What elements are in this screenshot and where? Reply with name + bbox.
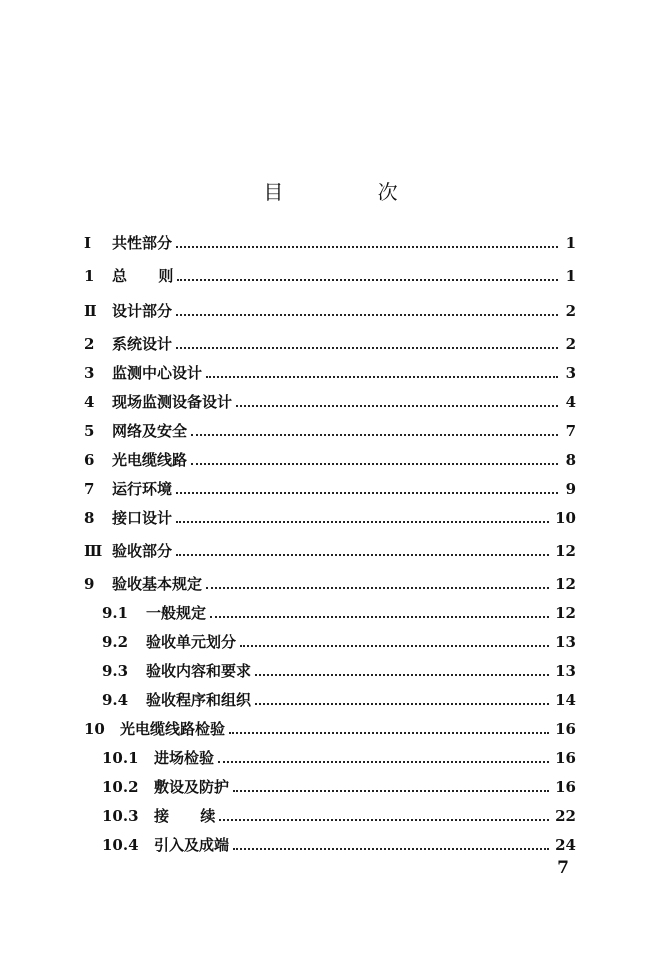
toc-entry-number: 6 — [84, 451, 95, 469]
toc-entry-page: 2 — [565, 335, 576, 353]
toc-title: 目 次 — [263, 180, 442, 204]
toc-entry-page: 22 — [555, 807, 576, 825]
toc-entry[interactable] — [84, 358, 576, 382]
toc-entry-text: 一般规定 — [146, 604, 207, 622]
toc-entry[interactable] — [84, 445, 576, 469]
toc-leader-dots — [206, 587, 549, 589]
toc-entry-page: 13 — [555, 633, 576, 651]
toc-leader-dots — [219, 819, 549, 821]
toc-entry-text: 设计部分 — [112, 302, 173, 320]
toc-entry[interactable] — [102, 598, 576, 622]
toc-entry-number: 5 — [84, 422, 95, 440]
toc-entry-text: 敷设及防护 — [154, 778, 230, 796]
toc-entry[interactable] — [84, 228, 576, 252]
toc-leader-dots — [176, 554, 549, 556]
toc-entry-number: 10.1 — [102, 749, 139, 767]
toc-entry-page: 13 — [555, 662, 576, 680]
toc-entry-page: 16 — [555, 720, 576, 738]
toc-entry-number: 1 — [84, 267, 95, 285]
toc-leader-dots — [176, 314, 558, 316]
toc-entry[interactable] — [84, 416, 576, 440]
toc-entry-number: 3 — [84, 364, 95, 382]
toc-entry-number: 9.4 — [102, 691, 129, 709]
toc-entry-page: 7 — [565, 422, 576, 440]
toc-entry[interactable] — [84, 536, 576, 560]
toc-entry[interactable] — [102, 830, 576, 854]
toc-entry[interactable] — [84, 474, 576, 498]
toc-leader-dots — [233, 790, 549, 792]
toc-entry-page: 12 — [555, 542, 576, 560]
toc-entry-text: 验收内容和要求 — [146, 662, 252, 680]
toc-entry-number: 9.3 — [102, 662, 129, 680]
toc-entry-number: 10 — [84, 720, 105, 738]
toc-entry-number: 9.2 — [102, 633, 129, 651]
toc-entry-number: 9 — [84, 575, 95, 593]
toc-entry[interactable] — [84, 296, 576, 320]
toc-entry-text: 验收部分 — [112, 542, 173, 560]
toc-entry[interactable] — [84, 261, 576, 285]
toc-entry-number: 10.3 — [102, 807, 139, 825]
toc-entry-page: 1 — [565, 234, 576, 252]
toc-leader-dots — [176, 347, 558, 349]
toc-entry-text: 验收单元划分 — [146, 633, 237, 651]
toc-entry-text: 验收程序和组织 — [146, 691, 252, 709]
toc-entry[interactable] — [84, 503, 576, 527]
toc-entry-page: 12 — [555, 575, 576, 593]
toc-entry-number: 10.2 — [102, 778, 139, 796]
toc-leader-dots — [229, 732, 549, 734]
toc-entry-text: 验收基本规定 — [112, 575, 203, 593]
toc-leader-dots — [206, 376, 558, 378]
toc-leader-dots — [240, 645, 549, 647]
toc-entry-number: 8 — [84, 509, 95, 527]
toc-entry-page: 24 — [555, 836, 576, 854]
toc-entry-page: 4 — [565, 393, 576, 411]
toc-leader-dots — [176, 246, 558, 248]
toc-entry[interactable] — [102, 656, 576, 680]
toc-leader-dots — [177, 279, 558, 281]
toc-entry-page: 12 — [555, 604, 576, 622]
toc-leader-dots — [191, 434, 558, 436]
toc-entry-number: 4 — [84, 393, 95, 411]
toc-entry[interactable] — [102, 801, 576, 825]
toc-entry-number: 10.4 — [102, 836, 139, 854]
toc-entry-text: 运行环境 — [112, 480, 173, 498]
toc-entry-page: 14 — [555, 691, 576, 709]
toc-entry-text: 进场检验 — [154, 749, 215, 767]
toc-entry[interactable] — [102, 772, 576, 796]
toc-entry-page: 3 — [565, 364, 576, 382]
toc-entry-text: 引入及成端 — [154, 836, 230, 854]
toc-entry[interactable] — [102, 743, 576, 767]
toc-entry-page: 8 — [565, 451, 576, 469]
toc-leader-dots — [210, 616, 549, 618]
toc-entry-text: 接口设计 — [112, 509, 173, 527]
toc-entry-text: 监测中心设计 — [112, 364, 203, 382]
toc-entry[interactable] — [84, 714, 576, 738]
toc-entry-page: 1 — [565, 267, 576, 285]
toc-entry-page: 16 — [555, 778, 576, 796]
toc-entry[interactable] — [84, 329, 576, 353]
toc-entry-text: 现场监测设备设计 — [112, 393, 233, 411]
toc-leader-dots — [255, 703, 549, 705]
toc-entry-text: 共性部分 — [112, 234, 173, 252]
toc-entry-page: 10 — [555, 509, 576, 527]
toc-leader-dots — [176, 492, 558, 494]
toc-entry[interactable] — [102, 627, 576, 651]
toc-entry-text: 接 续 — [154, 807, 216, 825]
toc-entry-text: 光电缆线路 — [112, 451, 188, 469]
toc-leader-dots — [233, 848, 549, 850]
toc-leader-dots — [191, 463, 558, 465]
toc-leader-dots — [236, 405, 558, 407]
toc-leader-dots — [218, 761, 549, 763]
toc-entry[interactable] — [102, 685, 576, 709]
toc-leader-dots — [176, 521, 549, 523]
toc-entry-number: Ⅱ — [84, 302, 97, 320]
toc-entry-number: 7 — [84, 480, 95, 498]
toc-entry-text: 网络及安全 — [112, 422, 188, 440]
toc-leader-dots — [255, 674, 549, 676]
toc-entry-text: 光电缆线路检验 — [120, 720, 226, 738]
page-number: 7 — [557, 858, 569, 878]
toc-entry-text: 总 则 — [112, 267, 174, 285]
toc-entry[interactable] — [84, 387, 576, 411]
toc-entry-number: 2 — [84, 335, 95, 353]
toc-entry-number: 9.1 — [102, 604, 129, 622]
toc-entry-page: 9 — [565, 480, 576, 498]
toc-entry-number: Ⅲ — [84, 542, 103, 560]
toc-entry-number: Ⅰ — [84, 234, 92, 252]
toc-entry-page: 2 — [565, 302, 576, 320]
toc-entry-text: 系统设计 — [112, 335, 173, 353]
toc-entry-page: 16 — [555, 749, 576, 767]
toc-entry[interactable] — [84, 569, 576, 593]
